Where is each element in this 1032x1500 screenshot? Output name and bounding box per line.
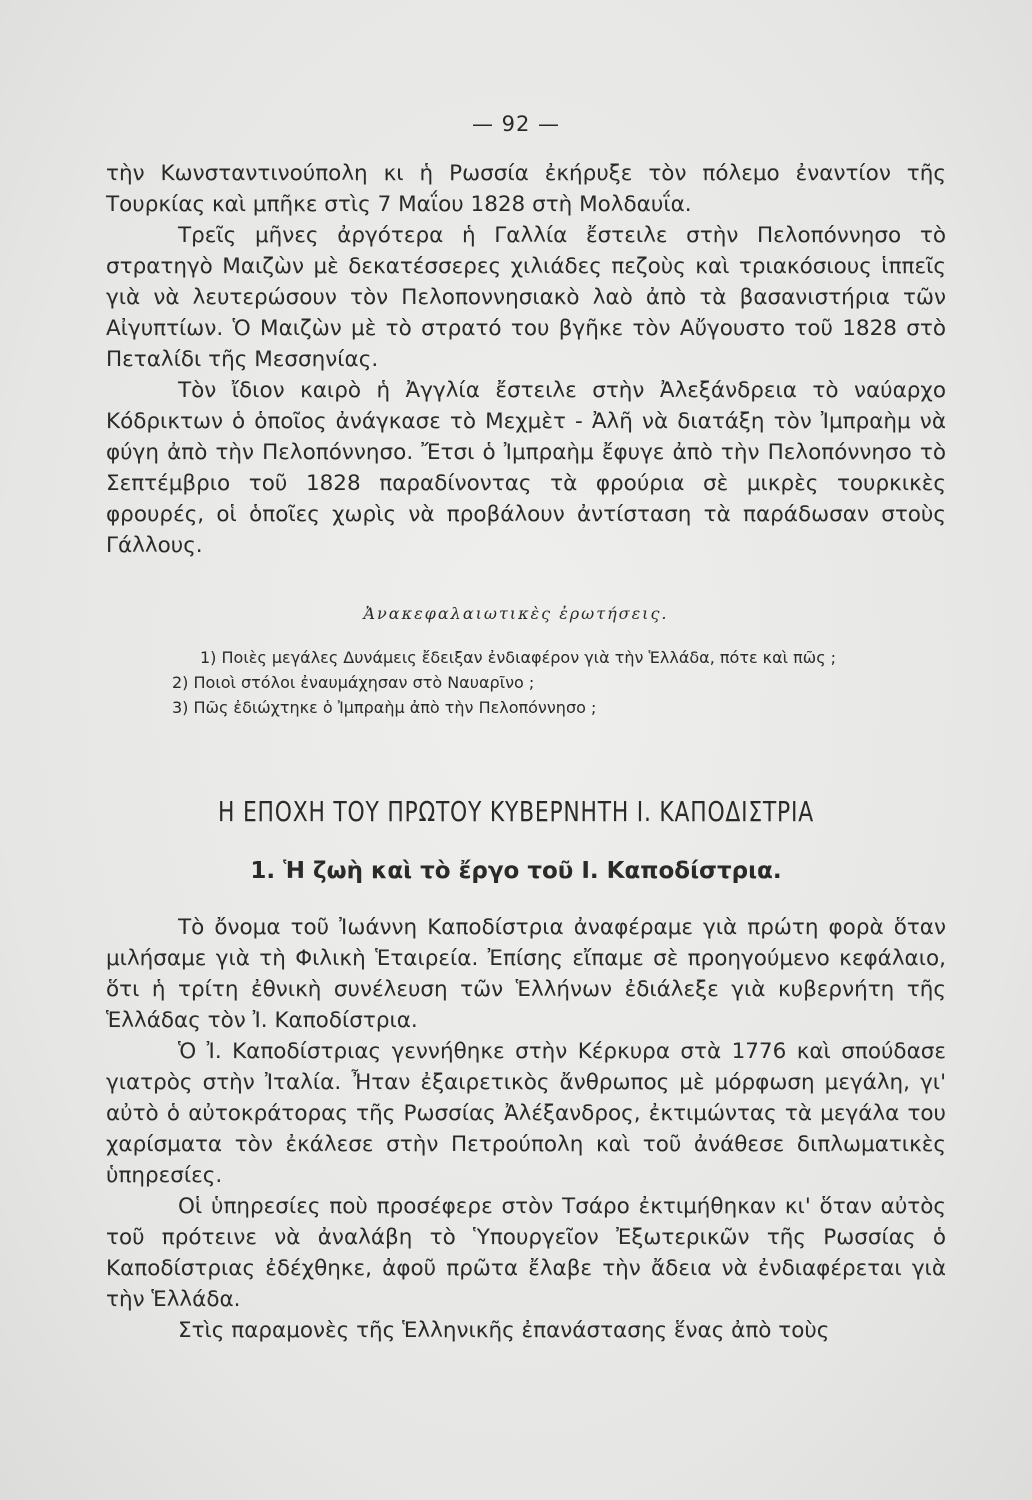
recap-questions-title: Ἀνακεφαλαιωτικὲς ἐρωτήσεις.	[363, 604, 669, 623]
recap-question: 3) Πῶς ἐδιώχτηκε ὁ Ἰμπραὴμ ἀπὸ τὴν Πελοπόννησο ;	[172, 698, 597, 717]
recap-questions-list	[110, 645, 940, 720]
paragraph: Οἱ ὑπηρεσίες ποὺ προσέφερε στὸν Τσάρο ἐκτιμήθηκαν κι' ὅταν αὐτὸς τοῦ πρότεινε νὰ ἀναλάβη τὸ Ὑπουργεῖον Ἐξωτερικῶν τῆς Ρωσσίας ὁ Καποδίστριας ἐδέχθηκε, ἀφοῦ πρῶτα ἔλαβε τὴν ἄδεια νὰ ἐνδιαφέρεται γιὰ τὴν Ἑλλάδα.	[106, 1194, 946, 1312]
section-kapodistrias-life	[106, 912, 946, 1346]
paragraph: Τὸ ὄνομα τοῦ Ἰωάννη Καποδίστρια ἀναφέραμε γιὰ πρώτη φορὰ ὅταν μιλήσαμε γιὰ τὴ Φιλικὴ Ἑταιρεία. Ἐπίσης εἴπαμε σὲ προηγούμενο κεφάλαιο, ὅτι ἡ τρίτη ἐθνικὴ συνέλευση τῶν Ἑλλήνων ἐδιάλεξε γιὰ κυβερνήτη τῆς Ἑλλάδας τὸν Ἰ. Καποδίστρια.	[106, 915, 946, 1033]
paragraph: τὴν Κωνσταντινούπολη κι ἡ Ρωσσία ἐκήρυξε τὸν πόλεμο ἐναντίον τῆς Τουρκίας καὶ μπῆκε στὶς 7 Μαΐου 1828 στὴ Μολδαυΐα.	[106, 161, 946, 217]
paragraph: Τρεῖς μῆνες ἀργότερα ἡ Γαλλία ἔστειλε στὴν Πελοπόννησο τὸ στρατηγὸ Μαιζὼν μὲ δεκατέσσερες χιλιάδες πεζοὺς καὶ τριακόσιους ἱππεῖς γιὰ νὰ λευτερώσουν τὸν Πελοποννησιακὸ λαὸ ἀπὸ τὰ βασανιστήρια τῶν Αἰγυπτίων. Ὁ Μαιζὼν μὲ τὸ στρατό του βγῆκε τὸν Αὔγουστο τοῦ 1828 στὸ Πεταλίδι τῆς Μεσσηνίας.	[106, 223, 946, 372]
chapter-title: Η ΕΠΟΧΗ ΤΟΥ ΠΡΩΤΟΥ ΚΥΒΕΡΝΗΤΗ Ι. ΚΑΠΟΔΙΣΤΡΙΑ	[218, 795, 814, 828]
page-number: — 92 —	[471, 112, 561, 136]
paragraph: Τὸν ἴδιον καιρὸ ἡ Ἀγγλία ἔστειλε στὴν Ἀλεξάνδρεια τὸ ναύαρχο Κόδρικτων ὁ ὁποῖος ἀνάγκασε τὸ Μεχμὲτ - Ἀλῆ νὰ διατάξη τὸν Ἰμπραὴμ νὰ φύγη ἀπὸ τὴν Πελοπόννησο. Ἔτσι ὁ Ἰμπραὴμ ἔφυγε ἀπὸ τὴν Πελοπόννησο τὸ Σεπτέμβριο τοῦ 1828 παραδίνοντας τὰ φρούρια σὲ μικρὲς τουρκικὲς φρουρές, οἱ ὁποῖες χωρὶς νὰ προβάλουν ἀντίσταση τὰ παράδωσαν στοὺς Γάλλους.	[106, 378, 946, 558]
recap-question: 1) Ποιὲς μεγάλες Δυνάμεις ἔδειξαν ἐνδιαφέρον γιὰ τὴν Ἑλλάδα, πότε καὶ πῶς ;	[200, 648, 837, 667]
section-ottoman-war	[106, 158, 946, 561]
recap-question: 2) Ποιοὶ στόλοι ἐναυμάχησαν στὸ Ναυαρῖνο ;	[172, 673, 535, 692]
paragraph: Ὁ Ἰ. Καποδίστριας γεννήθηκε στὴν Κέρκυρα στὰ 1776 καὶ σπούδασε γιατρὸς στὴν Ἰταλία. Ἦταν ἐξαιρετικὸς ἄνθρωπος μὲ μόρφωση μεγάλη, γι' αὐτὸ ὁ αὐτοκράτορας τῆς Ρωσσίας Ἀλέξανδρος, ἐκτιμώντας τὰ μεγάλα του χαρίσματα τὸν ἐκάλεσε στὴν Πετρούπολη καὶ τοῦ ἀνάθεσε διπλωματικὲς ὑπηρεσίες.	[106, 1039, 946, 1188]
paragraph: Στὶς παραμονὲς τῆς Ἑλληνικῆς ἐπανάστασης ἕνας ἀπὸ τοὺς	[178, 1318, 830, 1343]
subsection-title: 1. Ἡ ζωὴ καὶ τὸ ἔργο τοῦ Ι. Καποδίστρια.	[250, 858, 782, 884]
